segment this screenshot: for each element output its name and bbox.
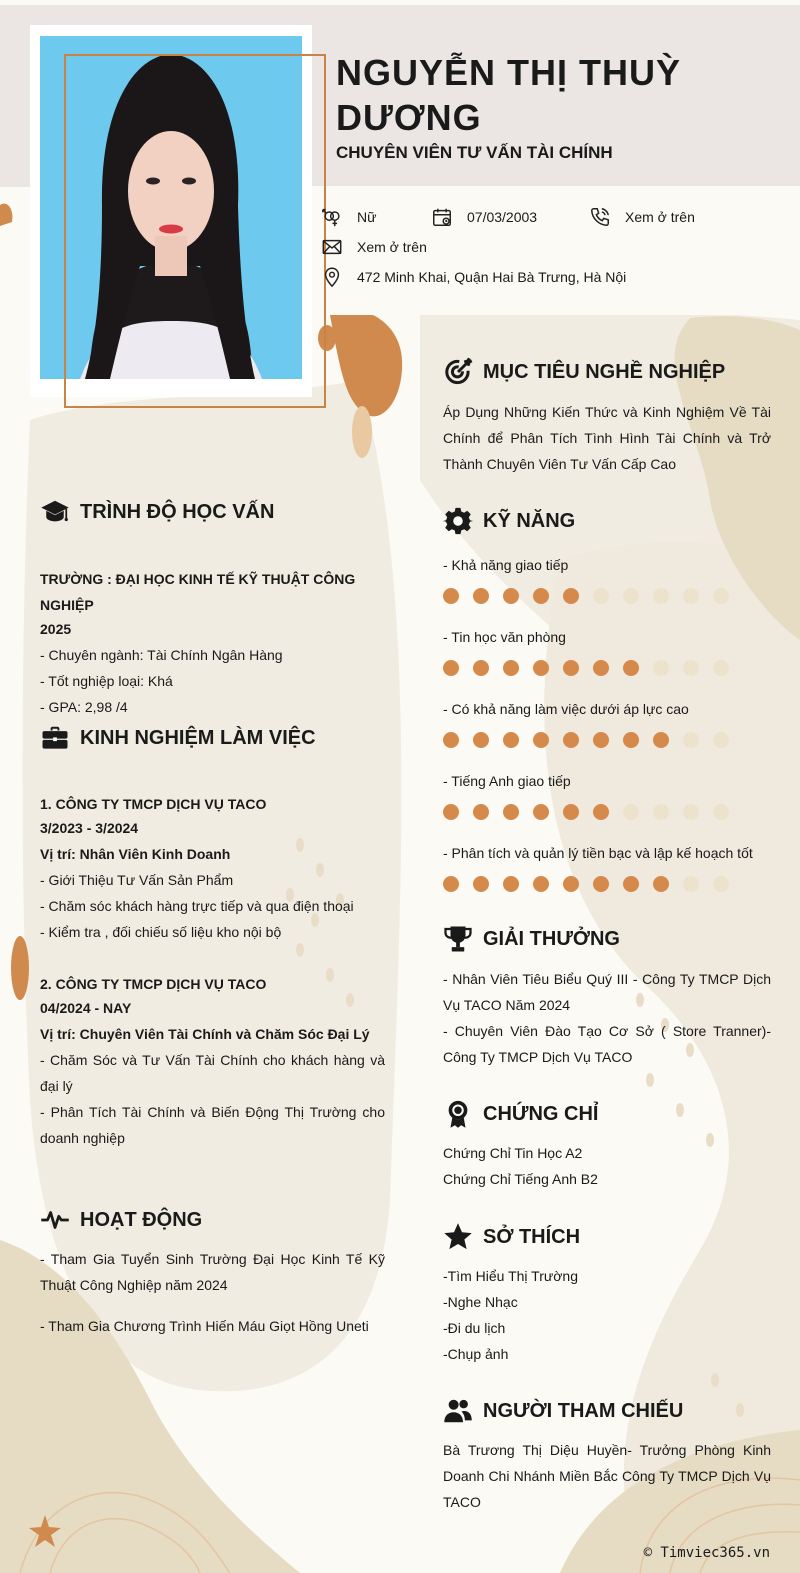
rating-dot-filled bbox=[653, 876, 669, 892]
education-line: - GPA: 2,98 /4 bbox=[40, 699, 128, 715]
rating-dot-filled bbox=[443, 660, 459, 676]
rating-dot-filled bbox=[563, 732, 579, 748]
gear-icon bbox=[443, 506, 473, 536]
hobby-item: -Tìm Hiểu Thị Trường bbox=[443, 1268, 578, 1284]
certificates-body bbox=[443, 1140, 771, 1192]
job-position: Vị trí: Chuyên Viên Tài Chính và Chăm Sóc Đại Lý bbox=[40, 1026, 370, 1042]
award-item: - Chuyên Viên Đào Tạo Cơ Sở ( Store Tranner)- Công Ty TMCP Dịch Vụ TACO bbox=[443, 1023, 771, 1065]
star-icon bbox=[443, 1222, 473, 1252]
education-school: TRƯỜNG : ĐẠI HỌC KINH TẾ KỸ THUẬT CÔNG NGHIỆP bbox=[40, 571, 356, 613]
rating-dot-filled bbox=[563, 588, 579, 604]
rating-dot-empty bbox=[623, 588, 639, 604]
job-duty: - Kiểm tra , đối chiếu số liệu kho nội bộ bbox=[40, 924, 282, 940]
job-period: 3/2023 - 3/2024 bbox=[40, 820, 139, 836]
experience-job-2 bbox=[40, 971, 385, 1151]
skills-heading: KỸ NĂNG bbox=[443, 506, 575, 536]
job-title: CHUYÊN VIÊN TƯ VẤN TÀI CHÍNH bbox=[336, 143, 613, 162]
skill-rating bbox=[443, 804, 729, 820]
education-line: - Tốt nghiệp loại: Khá bbox=[40, 673, 173, 689]
rating-dot-filled bbox=[533, 588, 549, 604]
rating-dot-filled bbox=[623, 660, 639, 676]
rating-dot-filled bbox=[533, 876, 549, 892]
skill-label: - Khả năng giao tiếp bbox=[443, 557, 569, 573]
rating-dot-empty bbox=[683, 732, 699, 748]
skill-item bbox=[443, 627, 729, 676]
gender-icon bbox=[321, 206, 343, 228]
job-duty: - Phân Tích Tài Chính và Biến Động Thị Trường cho doanh nghiệp bbox=[40, 1104, 385, 1146]
objective-body: Áp Dụng Những Kiến Thức và Kinh Nghiệm Về Tài Chính để Phân Tích Tình Hình Tài Chính và Trở Thành Chuyên Viên Tư Vấn Cấp Cao bbox=[443, 404, 771, 472]
rating-dot-filled bbox=[473, 588, 489, 604]
location-pin-icon bbox=[321, 266, 343, 288]
rating-dot-empty bbox=[683, 876, 699, 892]
rating-dot-empty bbox=[653, 804, 669, 820]
skill-rating bbox=[443, 660, 729, 676]
rating-dot-filled bbox=[623, 876, 639, 892]
certificate-item: Chứng Chỉ Tiếng Anh B2 bbox=[443, 1171, 598, 1187]
rating-dot-filled bbox=[503, 588, 519, 604]
rating-dot-filled bbox=[473, 732, 489, 748]
rating-dot-filled bbox=[593, 660, 609, 676]
rating-dot-filled bbox=[593, 732, 609, 748]
rating-dot-filled bbox=[533, 660, 549, 676]
experience-heading: KINH NGHIỆM LÀM VIỆC bbox=[40, 723, 316, 753]
job-duty: - Chăm sóc khách hàng trực tiếp và qua điện thoại bbox=[40, 898, 354, 914]
rating-dot-filled bbox=[443, 804, 459, 820]
skill-rating bbox=[443, 732, 729, 748]
trophy-icon bbox=[443, 924, 473, 954]
briefcase-icon bbox=[40, 723, 70, 753]
rating-dot-filled bbox=[443, 588, 459, 604]
rating-dot-empty bbox=[683, 588, 699, 604]
rating-dot-filled bbox=[623, 732, 639, 748]
awards-body bbox=[443, 966, 771, 1070]
job-company: 2. CÔNG TY TMCP DỊCH VỤ TACO bbox=[40, 976, 267, 992]
target-icon bbox=[443, 357, 473, 387]
references-body: Bà Trương Thị Diệu Huyền- Trưởng Phòng Kinh Doanh Chi Nhánh Miền Bắc Công Ty TMCP Dịch Vụ TACO bbox=[443, 1442, 771, 1510]
rating-dot-filled bbox=[473, 804, 489, 820]
pulse-icon bbox=[40, 1205, 70, 1235]
hobby-item: -Đi du lịch bbox=[443, 1320, 506, 1336]
job-period: 04/2024 - NAY bbox=[40, 1000, 132, 1016]
rating-dot-filled bbox=[503, 660, 519, 676]
activities-body bbox=[40, 1246, 385, 1339]
rating-dot-empty bbox=[653, 588, 669, 604]
calendar-icon bbox=[431, 206, 453, 228]
certificates-heading: CHỨNG CHỈ bbox=[443, 1099, 598, 1129]
photo-outline bbox=[64, 54, 326, 408]
skill-item bbox=[443, 843, 753, 892]
birthday-row bbox=[431, 206, 537, 228]
rating-dot-filled bbox=[563, 660, 579, 676]
phone-icon bbox=[589, 206, 611, 228]
envelope-icon bbox=[321, 236, 343, 258]
rating-dot-empty bbox=[683, 660, 699, 676]
skill-rating bbox=[443, 588, 729, 604]
address-value: 472 Minh Khai, Quận Hai Bà Trưng, Hà Nội bbox=[357, 269, 627, 285]
rating-dot-filled bbox=[593, 876, 609, 892]
education-line: - Chuyên ngành: Tài Chính Ngân Hàng bbox=[40, 647, 283, 663]
job-company: 1. CÔNG TY TMCP DỊCH VỤ TACO bbox=[40, 796, 267, 812]
rating-dot-filled bbox=[533, 732, 549, 748]
rating-dot-filled bbox=[563, 804, 579, 820]
address-row bbox=[321, 266, 626, 288]
phone-value: Xem ở trên bbox=[625, 209, 695, 225]
rating-dot-empty bbox=[713, 660, 729, 676]
hobbies-body bbox=[443, 1263, 771, 1367]
rating-dot-filled bbox=[443, 876, 459, 892]
references-heading: NGƯỜI THAM CHIẾU bbox=[443, 1396, 683, 1426]
skill-label: - Phân tích và quản lý tiền bạc và lập kế hoạch tốt bbox=[443, 845, 753, 861]
hobbies-heading: SỞ THÍCH bbox=[443, 1222, 580, 1252]
skill-item bbox=[443, 771, 729, 820]
activities-heading: HOẠT ĐỘNG bbox=[40, 1205, 202, 1235]
hobby-item: -Nghe Nhạc bbox=[443, 1294, 518, 1310]
experience-job-1 bbox=[40, 791, 385, 945]
users-icon bbox=[443, 1396, 473, 1426]
rating-dot-empty bbox=[623, 804, 639, 820]
hobby-item: -Chụp ảnh bbox=[443, 1346, 509, 1362]
birthday-value: 07/03/2003 bbox=[467, 209, 538, 225]
skill-label: - Tiếng Anh giao tiếp bbox=[443, 773, 571, 789]
job-duty: - Giới Thiệu Tư Vấn Sản Phẩm bbox=[40, 872, 234, 888]
email-row bbox=[321, 236, 427, 258]
award-item: - Nhân Viên Tiêu Biểu Quý III - Công Ty TMCP Dịch Vụ TACO Năm 2024 bbox=[443, 971, 771, 1013]
skill-item bbox=[443, 555, 729, 604]
rating-dot-filled bbox=[473, 660, 489, 676]
rating-dot-filled bbox=[503, 804, 519, 820]
rating-dot-empty bbox=[593, 588, 609, 604]
activity-item: - Tham Gia Tuyển Sinh Trường Đại Học Kinh Tế Kỹ Thuật Công Nghiệp năm 2024 bbox=[40, 1251, 385, 1293]
certificate-item: Chứng Chỉ Tin Học A2 bbox=[443, 1145, 583, 1161]
job-position: Vị trí: Nhân Viên Kinh Doanh bbox=[40, 846, 231, 862]
rating-dot-filled bbox=[533, 804, 549, 820]
rating-dot-empty bbox=[713, 732, 729, 748]
skill-rating bbox=[443, 876, 753, 892]
gender-value: Nữ bbox=[357, 209, 377, 225]
education-heading: TRÌNH ĐỘ HỌC VẤN bbox=[40, 497, 274, 527]
email-value: Xem ở trên bbox=[357, 239, 427, 255]
rating-dot-filled bbox=[503, 732, 519, 748]
skill-item bbox=[443, 699, 729, 748]
rating-dot-empty bbox=[713, 876, 729, 892]
phone-row bbox=[589, 206, 695, 228]
activity-item: - Tham Gia Chương Trình Hiến Máu Giọt Hồng Uneti bbox=[40, 1318, 369, 1334]
gender-row bbox=[321, 206, 376, 228]
award-ribbon-icon bbox=[443, 1099, 473, 1129]
graduation-cap-icon bbox=[40, 497, 70, 527]
education-body bbox=[40, 566, 385, 720]
rating-dot-filled bbox=[593, 804, 609, 820]
rating-dot-filled bbox=[473, 876, 489, 892]
rating-dot-empty bbox=[683, 804, 699, 820]
rating-dot-filled bbox=[653, 732, 669, 748]
rating-dot-empty bbox=[713, 804, 729, 820]
skill-label: - Có khả năng làm việc dưới áp lực cao bbox=[443, 701, 689, 717]
rating-dot-filled bbox=[503, 876, 519, 892]
copyright-text: © Timviec365.vn bbox=[643, 1545, 770, 1561]
education-year: 2025 bbox=[40, 621, 72, 637]
rating-dot-empty bbox=[653, 660, 669, 676]
rating-dot-empty bbox=[713, 588, 729, 604]
objective-heading: MỤC TIÊU NGHỀ NGHIỆP bbox=[443, 357, 725, 387]
candidate-name: NGUYỄN THỊ THUỲ DƯƠNG bbox=[336, 52, 682, 138]
skill-label: - Tin học văn phòng bbox=[443, 629, 566, 645]
job-duty: - Chăm Sóc và Tư Vấn Tài Chính cho khách hàng và đại lý bbox=[40, 1052, 385, 1094]
awards-heading: GIẢI THƯỞNG bbox=[443, 924, 620, 954]
rating-dot-filled bbox=[563, 876, 579, 892]
rating-dot-filled bbox=[443, 732, 459, 748]
